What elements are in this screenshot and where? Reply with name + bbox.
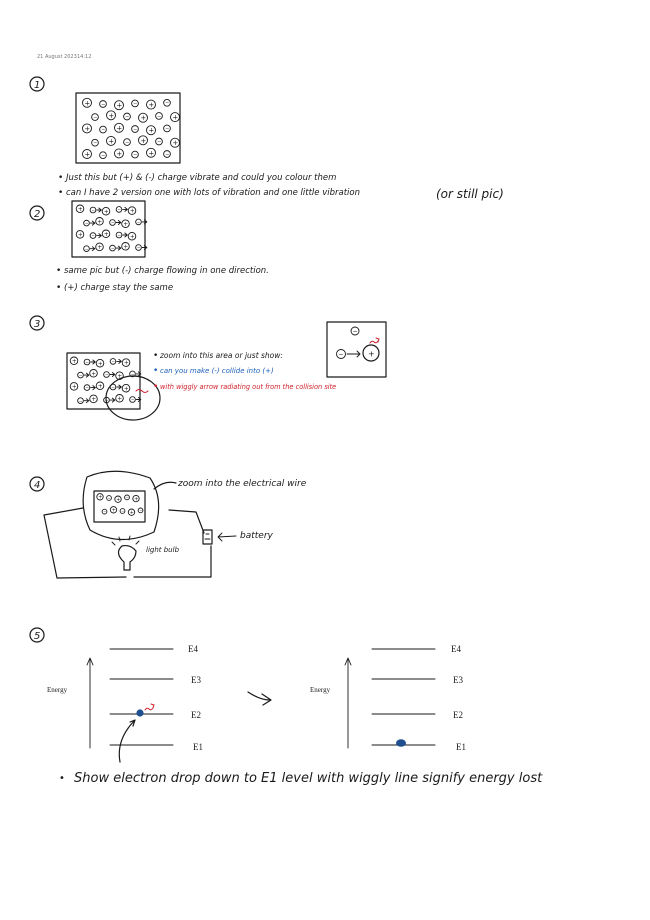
charge-sign: + <box>116 497 121 503</box>
charge-sign: − <box>165 151 170 158</box>
charge-sign: + <box>148 126 155 135</box>
charge-sign: + <box>103 209 109 216</box>
bullet-dot: • <box>58 173 64 183</box>
charge-sign: + <box>108 137 115 146</box>
charge-sign: − <box>91 208 96 214</box>
charge-sign: − <box>157 139 162 146</box>
pointer-arrow <box>119 720 135 762</box>
arrow-icon <box>123 233 128 237</box>
arrow-icon <box>117 359 122 363</box>
charge-sign: + <box>103 231 109 238</box>
bullet-dot: • <box>56 266 62 276</box>
charge-sign: + <box>129 208 135 215</box>
note-text: can I have 2 version one with lots of vibration and one little vibration <box>66 188 360 198</box>
charge-sign: + <box>172 139 179 148</box>
energy-level-label: E4 <box>451 644 461 654</box>
arrow-icon <box>84 399 89 403</box>
svg-text:−: − <box>338 351 344 359</box>
charge-sign: − <box>101 153 106 160</box>
energy-level-label: E3 <box>191 675 201 685</box>
charge-sign: − <box>133 126 138 133</box>
arrow-icon <box>218 533 236 541</box>
charge-sign: + <box>97 244 103 251</box>
charge-sign: + <box>97 383 103 390</box>
charge-sign: − <box>130 398 135 404</box>
charge-sign: + <box>123 221 129 228</box>
arrow-icon <box>97 208 102 212</box>
charge-sign: − <box>78 399 83 405</box>
charge-sign: + <box>111 508 116 514</box>
charge-sign: − <box>93 114 98 121</box>
charge-sign: − <box>93 140 98 147</box>
circuit-wire <box>44 508 211 578</box>
charge-sign: − <box>121 509 125 514</box>
charge-sign: + <box>84 150 91 159</box>
energy-axis-label: Energy <box>310 686 331 694</box>
charge-sign: − <box>111 385 116 391</box>
charge-sign: − <box>104 398 109 404</box>
charge-sign: − <box>107 496 111 501</box>
charge-sign: + <box>97 219 103 226</box>
arrow-icon <box>123 207 128 211</box>
section-number: 4 <box>34 480 41 491</box>
charge-sign: + <box>84 99 91 108</box>
charge-sign: − <box>111 359 116 365</box>
charge-sign: + <box>129 510 134 516</box>
section-number: 1 <box>34 80 41 91</box>
charge-lattice <box>76 205 147 252</box>
arrow-icon <box>117 385 122 389</box>
charge-lattice <box>97 494 143 516</box>
charge-sign: − <box>110 221 115 227</box>
energy-level-label: E2 <box>191 710 201 720</box>
charge-sign: − <box>165 126 170 133</box>
note-text: zoom into this area or just show: <box>160 351 283 360</box>
charge-sign: + <box>71 384 77 391</box>
arrow-icon <box>116 221 121 225</box>
charge-sign: + <box>123 244 129 251</box>
battery-icon <box>203 530 212 544</box>
bullet-dot: • <box>58 188 64 198</box>
charge-sign: + <box>84 124 91 133</box>
arrow-icon <box>142 220 147 224</box>
charge-sign: − <box>104 373 109 379</box>
svg-text:+: + <box>368 349 375 359</box>
section-3 <box>30 316 386 420</box>
charge-sign: − <box>117 207 122 213</box>
arrow-icon <box>142 246 147 250</box>
charge-sign: − <box>125 139 130 146</box>
charge-sign: + <box>117 373 123 380</box>
charge-lattice <box>83 98 180 159</box>
energy-axis-label: Energy <box>47 686 68 694</box>
charge-sign: + <box>117 396 123 403</box>
arrow-icon <box>91 360 96 364</box>
note-text-red: with wiggly arrow radiating out from the collision site <box>160 383 337 391</box>
section-number: 3 <box>34 319 41 330</box>
note-text: (+) charge stay the same <box>64 283 174 293</box>
charge-sign: + <box>140 114 147 123</box>
charge-sign: − <box>101 127 106 134</box>
charge-sign: + <box>116 149 123 158</box>
charge-sign: − <box>84 247 89 253</box>
charge-sign: + <box>77 206 83 213</box>
bullet-dot: • <box>153 366 159 376</box>
arrow-icon <box>110 398 115 402</box>
note-text: Just this but (+) & (-) charge vibrate and could you colour them <box>66 173 337 183</box>
arrow-icon <box>347 351 360 357</box>
wiggly-arrow-icon <box>145 704 154 710</box>
energy-level-label: E2 <box>453 710 463 720</box>
charge-sign: + <box>91 371 97 378</box>
charge-sign: − <box>84 221 89 227</box>
charge-sign: − <box>125 114 130 121</box>
wiggly-arrow-icon <box>136 390 148 393</box>
arrow-icon <box>84 373 89 377</box>
charge-sign: + <box>91 396 97 403</box>
charge-sign: + <box>97 361 103 368</box>
note-text: light bulb <box>146 546 180 554</box>
section-1 <box>30 77 504 201</box>
arrow-icon <box>110 373 115 377</box>
charge-sign: − <box>139 508 143 513</box>
transition-arrow-icon <box>248 692 271 705</box>
note-text: Show electron drop down to E1 level with wiggly line signify energy lost <box>74 771 543 786</box>
charge-sign: + <box>108 111 115 120</box>
arrow-icon <box>91 386 96 390</box>
charge-sign: + <box>71 358 77 365</box>
lightbulb-icon <box>119 546 137 570</box>
charge-sign: − <box>85 360 90 366</box>
arrow-icon <box>116 246 121 250</box>
charge-sign: − <box>133 152 138 159</box>
energy-axis <box>87 658 93 748</box>
charge-sign: − <box>133 101 138 108</box>
charge-sign: + <box>123 360 129 367</box>
charge-sign: + <box>98 495 103 501</box>
charge-sign: − <box>85 386 90 392</box>
note-text: same pic but (-) charge flowing in one direction. <box>64 266 269 276</box>
charge-sign: + <box>148 101 155 110</box>
charge-sign: + <box>77 232 83 239</box>
arrow-icon <box>97 234 102 238</box>
energy-level-label: E1 <box>193 742 203 752</box>
charge-sign: + <box>129 234 135 241</box>
charge-sign: + <box>123 386 129 393</box>
charge-sign: − <box>101 101 106 108</box>
energy-level-label: E4 <box>188 644 198 654</box>
charge-sign: − <box>117 233 122 239</box>
wiggly-arrow-icon <box>370 338 379 343</box>
charge-sign: − <box>91 234 96 240</box>
section-number: 2 <box>34 209 41 220</box>
charge-sign: − <box>130 372 135 378</box>
charge-sign: − <box>136 220 141 226</box>
note-text: (or still pic) <box>436 187 504 201</box>
bullet-dot: • <box>56 283 62 293</box>
charge-sign: + <box>140 136 147 145</box>
note-text-blue: can you make (-) collide into (+) <box>160 367 274 375</box>
charge-sign: − <box>136 246 141 252</box>
section-2 <box>30 201 269 293</box>
charge-sign: − <box>110 246 115 252</box>
note-time: 14:12 <box>77 54 92 60</box>
note-text: zoom into the electrical wire <box>178 479 307 489</box>
electron-dot <box>136 709 143 716</box>
charge-sign: + <box>134 497 139 503</box>
bullet-dot: • <box>153 382 159 392</box>
electron-dot <box>396 739 406 747</box>
bullet-dot: • <box>153 351 159 361</box>
arrow-icon <box>90 247 95 251</box>
energy-axis <box>345 658 351 748</box>
section-4 <box>30 471 307 578</box>
charge-sign: − <box>125 495 129 500</box>
energy-level-label: E1 <box>456 742 466 752</box>
arrow-icon <box>90 221 95 225</box>
note-text: battery <box>240 531 273 541</box>
charge-sign: − <box>78 373 83 379</box>
charge-sign: − <box>165 100 170 107</box>
section-5 <box>30 628 543 786</box>
charge-sign: + <box>116 101 123 110</box>
section-number: 5 <box>34 631 41 642</box>
charge-sign: − <box>103 509 107 514</box>
charge-sign: + <box>116 124 123 133</box>
note-date: 21 August 2023 <box>37 54 77 60</box>
svg-text:−: − <box>352 328 358 336</box>
charge-sign: − <box>157 113 162 120</box>
bullet-dot: • <box>59 773 65 784</box>
energy-level-label: E3 <box>453 675 463 685</box>
pointer-line <box>154 482 176 489</box>
charge-sign: + <box>172 113 179 122</box>
charge-sign: + <box>148 149 155 158</box>
